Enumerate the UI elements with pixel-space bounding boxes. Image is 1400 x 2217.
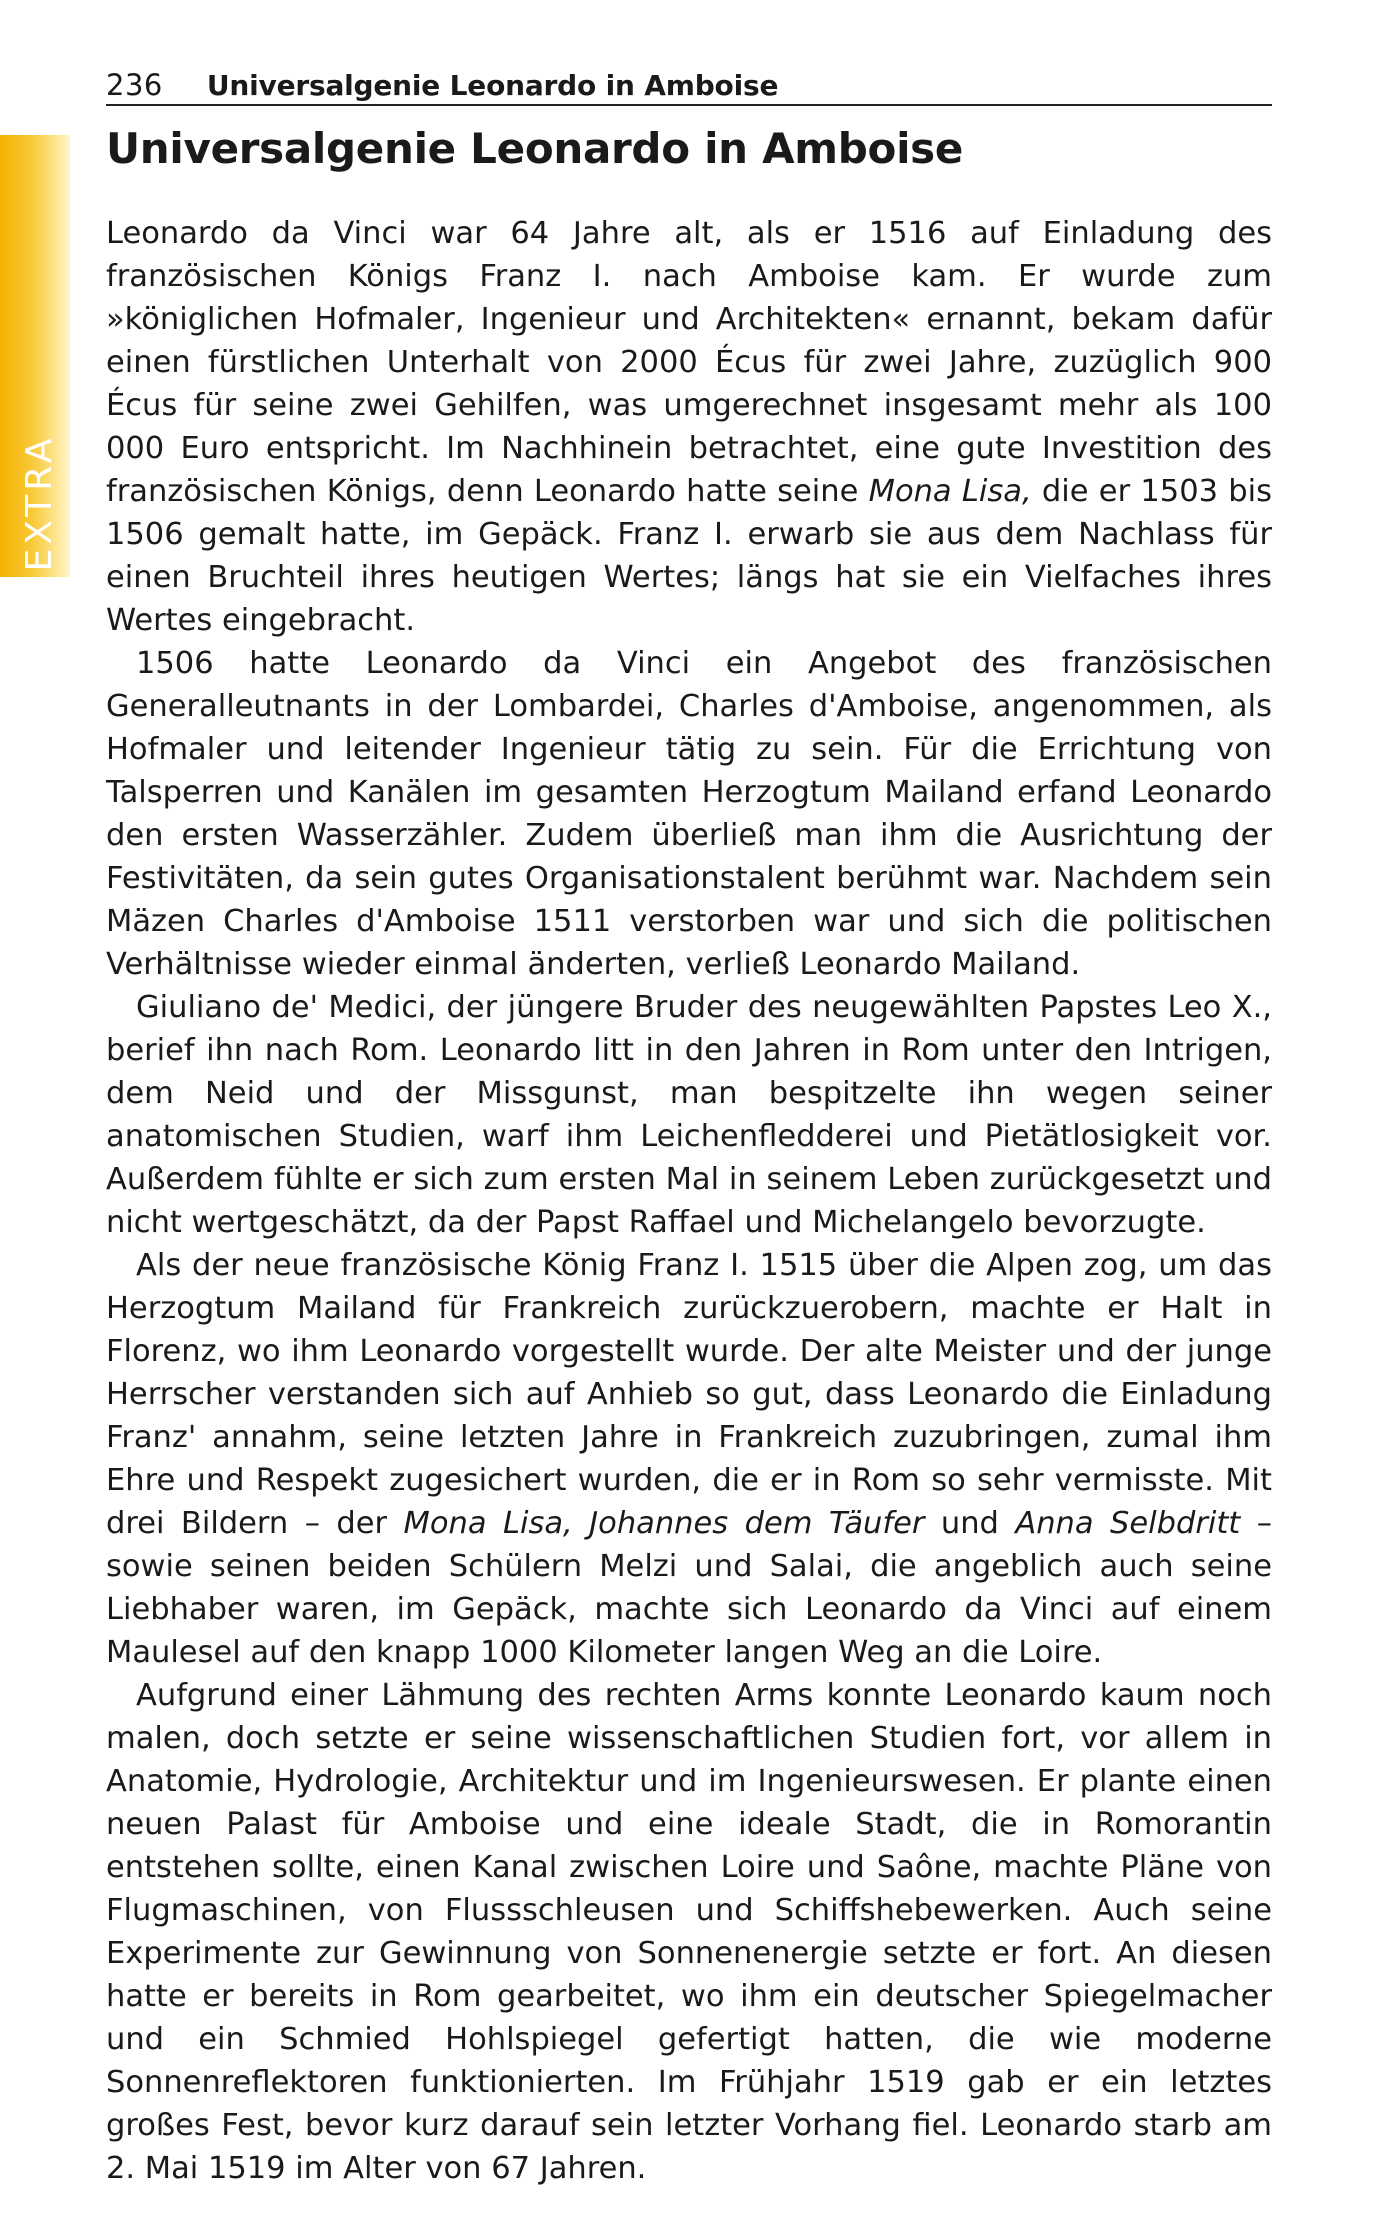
paragraph-1-italic-mona-lisa: Mona Lisa, (868, 474, 1032, 509)
page-number: 236 (106, 68, 163, 102)
extra-tab-label: EXTRA (19, 434, 60, 572)
paragraph-4-italic-works: Mona Lisa, Johannes dem Täufer (403, 1506, 925, 1541)
paragraph-2: 1506 hatte Leonardo da Vinci ein Angebot des französischen Generalleutnants in der Lombardei, Charles d'Amboise, angenommen, als Hofmaler und leitender Ingenieur tätig zu sein. Für die Errichtung von Talsperren und Kanälen im gesamten Herzogtum Mailand erfand Leonardo den ersten Wasserzähler. Zudem überließ man ihm die Ausrichtung der Festivitäten, da sein gutes Organisationstalent berühmt war. Nachdem sein Mäzen Charles d'Amboise 1511 verstorben war und sich die politischen Verhältnisse wieder einmal änderten, verließ Leonardo Mailand. (106, 646, 1272, 982)
paragraph-4-text-c: und (924, 1506, 1016, 1541)
paragraph-4-text-e: – sowie seinen beiden Schülern Melzi und Salai, die angeblich auch seine Liebhaber waren, im Gepäck, machte sich Leonardo da Vinci auf einem Maulesel auf den knapp 1000 Kilometer langen Weg an die Loire. (106, 1506, 1272, 1670)
paragraph-4-text-a: Als der neue französische König Franz I. 1515 über die Alpen zog, um das Herzogtum Mailand für Frankreich zurückzuerobern, machte er Halt in Florenz, wo ihm Leonardo vorgestellt wurde. Der alte Meister und der junge Herrscher verstanden sich auf Anhieb so gut, dass Leonardo die Einladung Franz' annahm, seine letzten Jahre in Frankreich zuzubringen, zumal ihm Ehre und Respekt zugesichert wurden, die er in Rom so sehr vermisste. Mit drei Bildern – der (106, 1248, 1272, 1541)
paragraph-4 (106, 1244, 1272, 1674)
paragraph-1 (106, 212, 1272, 642)
running-head (106, 62, 1272, 106)
paragraph-4-italic-anna: Anna Selbdritt (1015, 1506, 1241, 1541)
paragraph-3: Giuliano de' Medici, der jüngere Bruder des neugewählten Papstes Leo X., berief ihn nach Rom. Leonardo litt in den Jahren in Rom unter den Intrigen, dem Neid und der Missgunst, man bespitzelte ihn wegen seiner anatomischen Studien, warf ihm Leichenfledderei und Pietätlosigkeit vor. Außerdem fühlte er sich zum ersten Mal in seinem Leben zurückgesetzt und nicht wertgeschätzt, da der Papst Raffael und Michelangelo bevorzugte. (106, 990, 1272, 1240)
article-title: Universalgenie Leonardo in Amboise (106, 124, 964, 173)
article-body (106, 212, 1272, 2190)
paragraph-5: Aufgrund einer Lähmung des rechten Arms konnte Leonardo kaum noch malen, doch setzte er seine wissenschaftlichen Studien fort, vor allem in Anatomie, Hydrologie, Architektur und im Ingenieurswesen. Er plante einen neuen Palast für Amboise und eine ideale Stadt, die in Romorantin entstehen sollte, einen Kanal zwischen Loire und Saône, machte Pläne von Flugmaschinen, von Flussschleusen und Schiffshebewerken. Auch seine Experimente zur Gewinnung von Sonnenenergie setzte er fort. An diesen hatte er bereits in Rom gearbeitet, wo ihm ein deutscher Spiegelmacher und ein Schmied Hohlspiegel gefertigt hatten, die wie moderne Sonnenreflektoren funktionierten. Im Frühjahr 1519 gab er ein letztes großes Fest, bevor kurz darauf sein letzter Vorhang fiel. Leonardo starb am 2. Mai 1519 im Alter von 67 Jahren. (106, 1678, 1272, 2186)
paragraph-1-text-c: die er 1503 bis 1506 gemalt hatte, im Gepäck. Franz I. erwarb sie aus dem Nachlass für einen Bruchteil ihres heutigen Wertes; längs hat sie ein Vielfaches ihres Wertes eingebracht. (106, 474, 1273, 638)
running-title: Universalgenie Leonardo in Amboise (206, 69, 779, 102)
paragraph-1-text-a: Leonardo da Vinci war 64 Jahre alt, als er 1516 auf Einladung des französischen Königs Franz I. nach Amboise kam. Er wurde zum »königlichen Hofmaler, Ingenieur und Architekten« ernannt, bekam dafür einen fürstlichen Unterhalt von 2000 Écus für zwei Jahre, zuzüglich 900 Écus für seine zwei Gehilfen, was umgerechnet insgesamt mehr als 100 000 Euro entspricht. Im Nachhinein betrachtet, eine gute Investition des französischen Königs, denn Leonardo hatte seine (106, 216, 1272, 509)
